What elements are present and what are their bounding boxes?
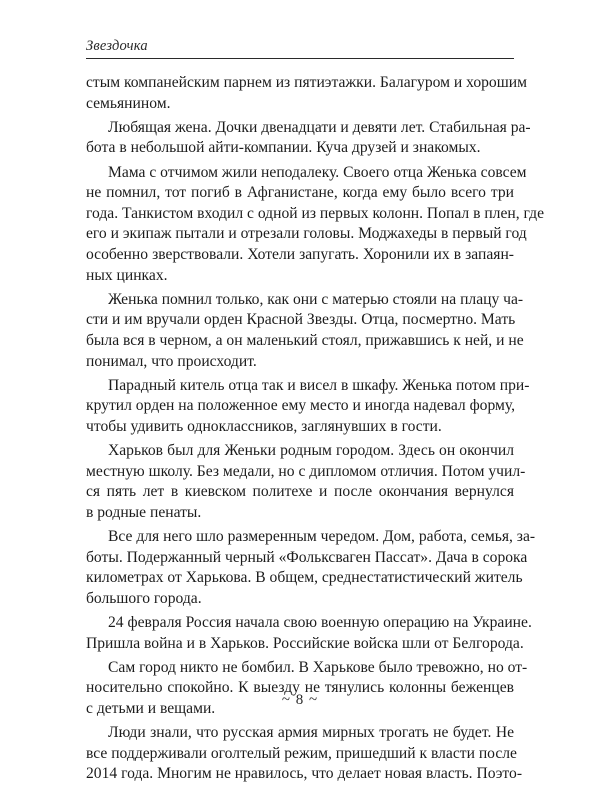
paragraph xyxy=(86,723,523,785)
page-number: ~ 8 ~ xyxy=(281,692,319,708)
body-text xyxy=(86,73,544,789)
text-line: стым компанейским парнем из пятиэтажки. Балагуром и хорошим xyxy=(86,74,527,91)
text-line: 2014 года. Многим не нравилось, что делает новая власть. Поэто- xyxy=(86,765,523,783)
text-line: понимал, что происходит. xyxy=(86,352,257,370)
text-line: Женька помнил только, как они с матерью стояли на плацу ча- xyxy=(108,290,524,308)
paragraph xyxy=(86,290,524,372)
paragraph xyxy=(86,73,527,114)
text-line: Харьков был для Женьки родным городом. Здесь он окончил xyxy=(108,442,514,460)
text-line: бота в небольшой айти-компании. Куча друзей и знакомых. xyxy=(86,139,481,157)
paragraph xyxy=(86,163,544,287)
text-line: с детьми и вещами. xyxy=(86,699,216,717)
text-line: Все для него шло размеренным чередом. Дом, работа, семья, за- xyxy=(108,528,536,546)
text-line: Мама с отчимом жили неподалеку. Своего отца Женька совсем xyxy=(108,163,527,181)
text-line: не помнил, тот погиб в Афганистане, когда ему было всего три xyxy=(86,184,514,202)
text-line: чтобы удивить одноклассников, заглянувших в гости. xyxy=(86,417,442,435)
paragraph xyxy=(86,527,536,609)
text-line: носительно спокойно. К выезду не тянулись колонны беженцев xyxy=(86,679,514,697)
paragraph xyxy=(86,118,531,159)
paragraph xyxy=(86,441,526,523)
text-line: сти и им вручали орден Красной Звезды. Отца, посмертно. Мать xyxy=(86,311,516,329)
text-line: большого города. xyxy=(86,589,202,607)
text-line: местную школу. Без медали, но с дипломом отличия. Потом учил- xyxy=(86,462,526,480)
text-line: Люди знали, что русская армия мирных трогать не будет. Не xyxy=(108,724,514,742)
text-line: года. Танкистом входил с одной из первых колонн. Попал в плен, где xyxy=(86,204,544,222)
header-rule xyxy=(86,58,514,59)
text-line: боты. Подержанный черный «Фольксваген Пассат». Дача в сорока xyxy=(86,548,528,566)
running-head: Звездочка xyxy=(86,38,148,54)
text-line: километрах от Харькова. В общем, среднестатистический житель xyxy=(86,569,523,587)
text-line: ся пять лет в киевском политехе и после окончания вернулся xyxy=(86,483,514,501)
text-line: семьянином. xyxy=(86,94,171,112)
paragraph xyxy=(86,658,528,720)
text-line: Парадный китель отца так и висел в шкафу. Женька потом при- xyxy=(108,376,530,394)
text-line: была вся в черном, а он маленький стоял, прижавшись к ней, и не xyxy=(86,331,524,349)
text-line: Любящая жена. Дочки двенадцати и девяти лет. Стабильная ра- xyxy=(108,118,531,136)
text-line: все поддерживали оголтелый режим, пришедший к власти после xyxy=(86,744,517,762)
paragraph xyxy=(86,613,532,654)
text-line: его и экипаж пытали и отрезали головы. Моджахеды в первый год xyxy=(86,225,527,243)
text-line: Сам город никто не бомбил. В Харькове было тревожно, но от- xyxy=(108,658,528,676)
paragraph xyxy=(86,376,530,438)
text-line: крутил орден на положенное ему место и иногда надевал форму, xyxy=(86,397,516,415)
text-line: ных цинках. xyxy=(86,266,168,284)
text-line: 24 февраля Россия начала свою военную операцию на Украине. xyxy=(108,614,532,631)
text-line: Пришла война и в Харьков. Российские войска шли от Белгорода. xyxy=(86,634,524,652)
text-line: особенно зверствовали. Хотели запугать. Хоронили их в запаян- xyxy=(86,245,514,263)
text-line: в родные пенаты. xyxy=(86,503,202,521)
